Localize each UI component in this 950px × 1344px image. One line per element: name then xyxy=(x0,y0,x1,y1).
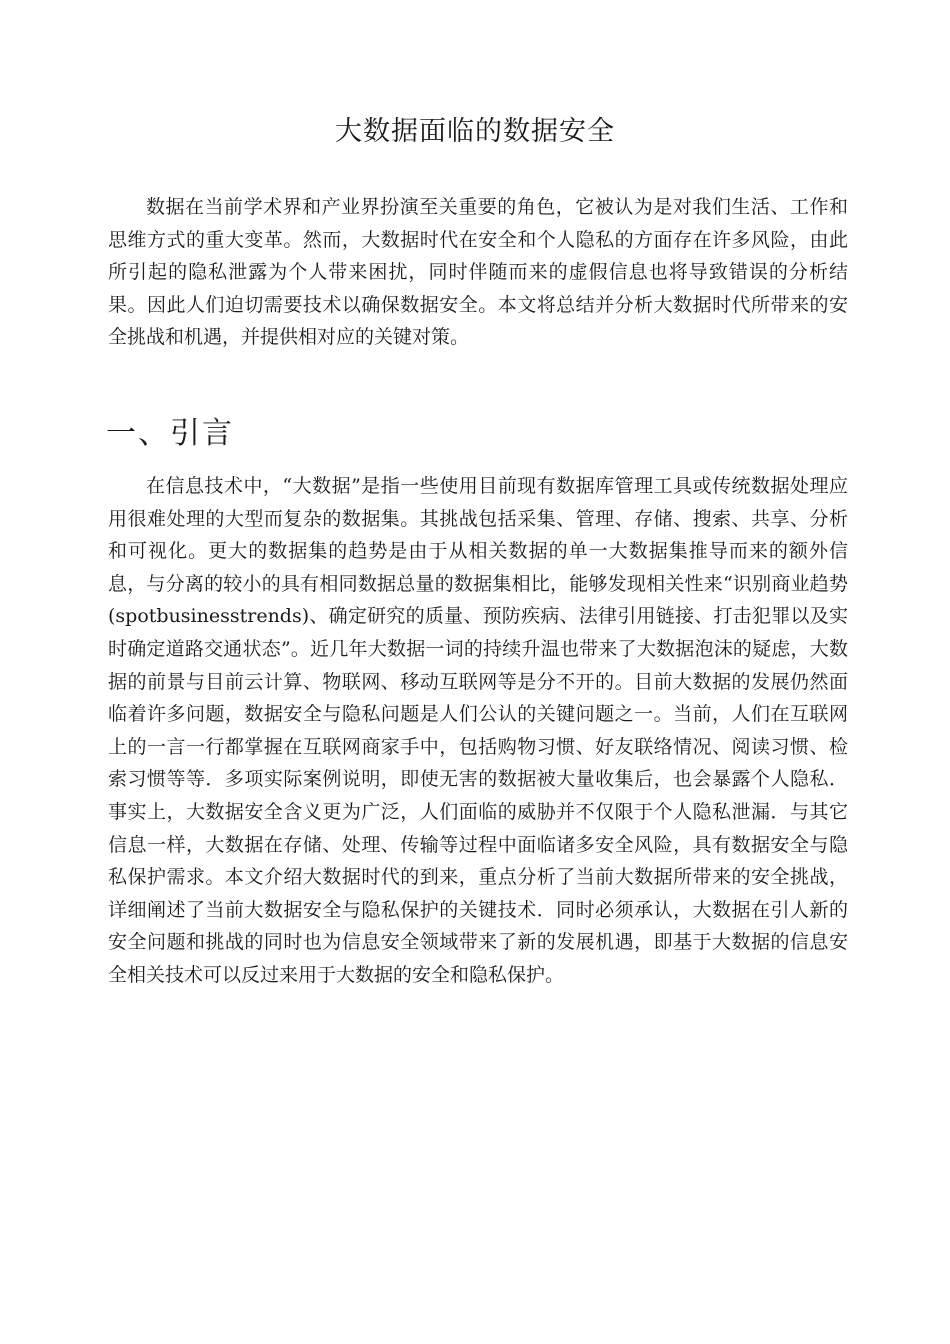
section-heading-introduction: 一、引言 xyxy=(106,416,234,451)
introduction-paragraph: 在信息技术中，“大数据”是指一些使用目前现有数据库管理工具或传统数据处理应用很难处理的大型而复杂的数据集。其挑战包括采集、管理、存储、搜索、共享、分析和可视化。更大的数据集的趋势是由于从相关数据的单一大数据集推导而来的额外信息，与分离的较小的具有相同数据总量的数据集相比，能够发现相关性来“识别商业趋势(spotbusinesstrends)、确定研究的质量、预防疾病、法律引用链接、打击犯罪以及实时确定道路交通状态”。近几年大数据一词的持续升温也带来了大数据泡沫的疑虑，大数据的前景与目前云计算、物联网、移动互联网等是分不开的。目前大数据的发展仍然面临着许多问题，数据安全与隐私问题是人们公认的关键问题之一。当前，人们在互联网上的一言一行都掌握在互联网商家手中，包括购物习惯、好友联络情况、阅读习惯、检索习惯等等．多项实际案例说明，即使无害的数据被大量收集后，也会暴露个人隐私．事实上，大数据安全含义更为广泛，人们面临的威胁并不仅限于个人隐私泄漏．与其它信息一样，大数据在存储、处理、传输等过程中面临诸多安全风险，具有数据安全与隐私保护需求。本文介绍大数据时代的到来，重点分析了当前大数据所带来的安全挑战，详细阐述了当前大数据安全与隐私保护的关键技术．同时必须承认，大数据在引人新的安全问题和挑战的同时也为信息安全领域带来了新的发展机遇，即基于大数据的信息安全相关技术可以反过来用于大数据的安全和隐私保护。 xyxy=(108,475,848,986)
abstract-paragraph: 数据在当前学术界和产业界扮演至关重要的角色，它被认为是对我们生活、工作和思维方式的重大变革。然而，大数据时代在安全和个人隐私的方面存在许多风险，由此所引起的隐私泄露为个人带来困扰，同时伴随而来的虚假信息也将导致错误的分析结果。因此人们迫切需要技术以确保数据安全。本文将总结并分析大数据时代所带来的安全挑战和机遇，并提供相对应的关键对策。 xyxy=(108,196,848,349)
document-title: 大数据面临的数据安全 xyxy=(335,116,615,147)
